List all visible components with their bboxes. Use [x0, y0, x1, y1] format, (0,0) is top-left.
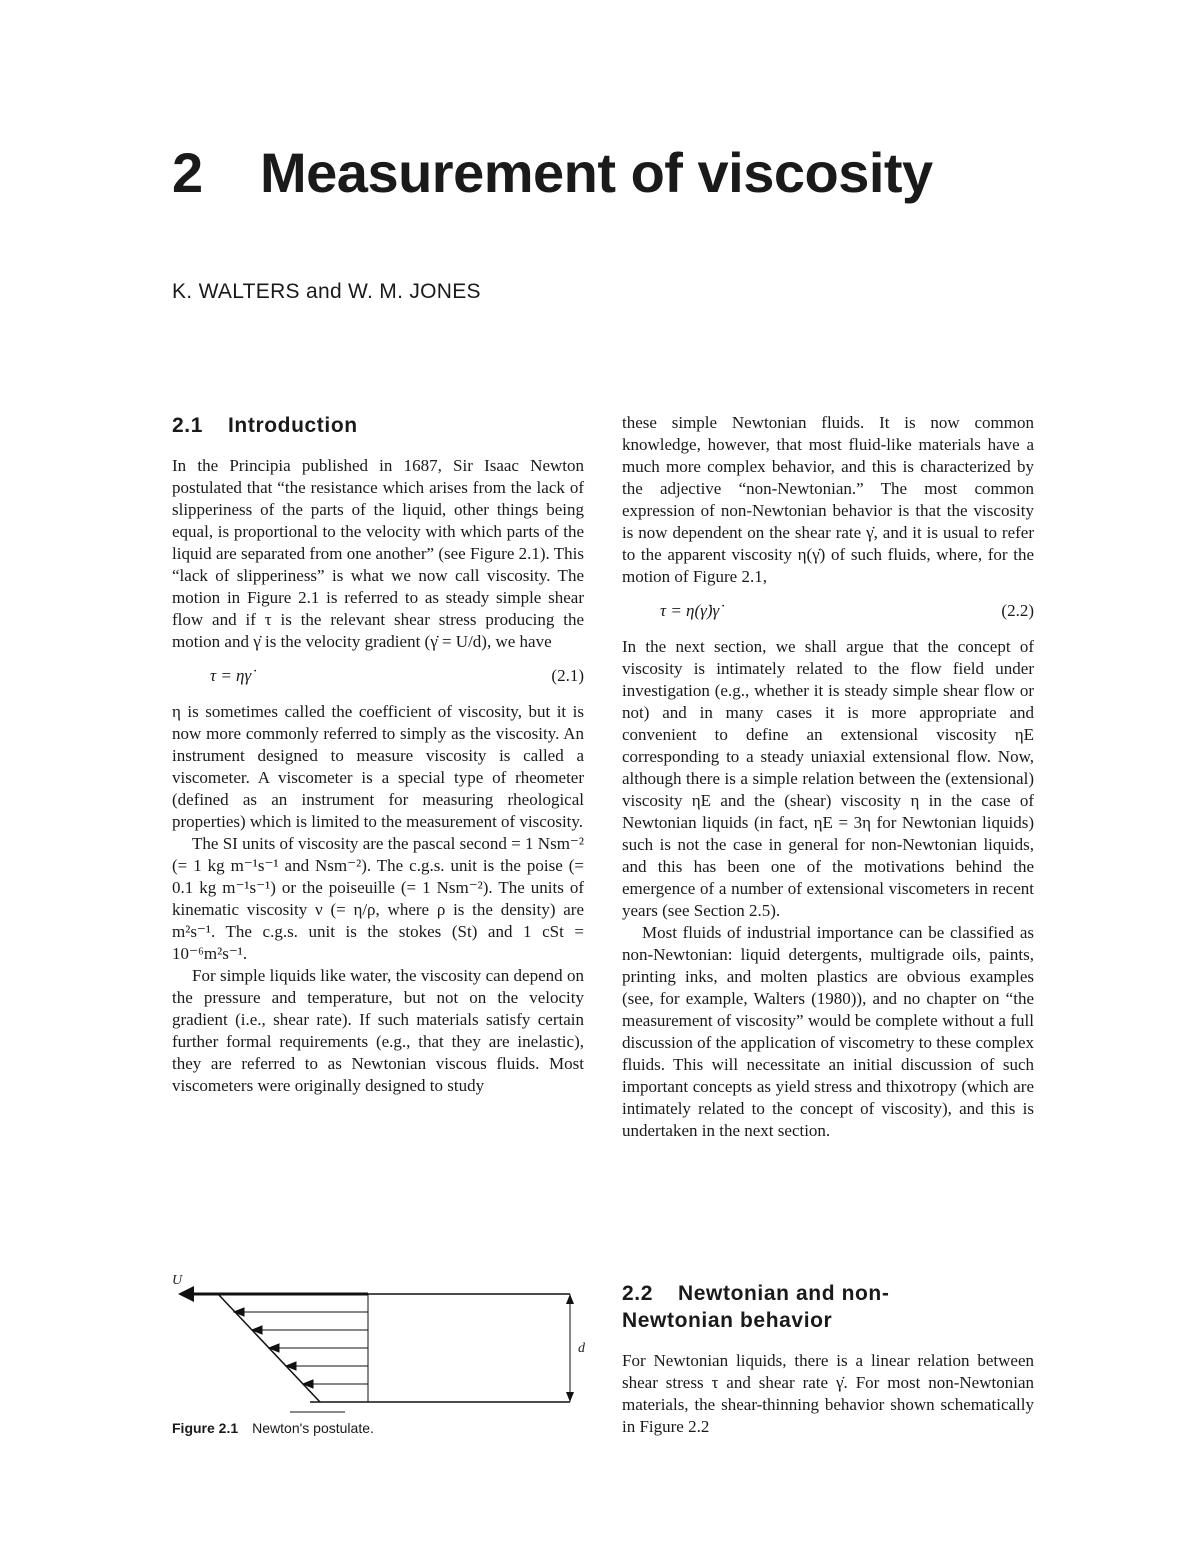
- equation-text: τ = ηγ̇: [210, 666, 252, 685]
- equation-number: (2.2): [1001, 601, 1034, 620]
- paragraph: In the next section, we shall argue that the concept of viscosity is intimately related to the flow field under investigation (e.g., whether it is steady simple shear flow or not) and in many cases it is more appropriate and convenient to define an extensional viscosity ηE corresponding to a steady uniaxial extensional flow. Now, although there is a simple relation between the (extensional) viscosity ηE and the (shear) viscosity η in the case of Newtonian liquids (in fact, ηE = 3η for Newtonian liquids) such is not the case in general for non-Newtonian liquids, and this has been one of the motivations behind the emergence of a number of extensional viscometers in recent years (see Section 2.5).: [622, 637, 1034, 920]
- figure-2-1: [170, 1270, 590, 1440]
- section-title-line-1: Newtonian and non-: [678, 1282, 890, 1305]
- section-number: 2.1: [172, 414, 203, 437]
- paragraph: Most fluids of industrial importance can be classified as non-Newtonian: liquid detergents, multigrade oils, paints, printing inks, and molten plastics are obvious examples (see, for example, Walters (1980)), and no chapter on “the measurement of viscosity” would be complete without a full discussion of the application of viscometry to these complex fluids. This will necessitate an initial discussion of such important concepts as yield stress and thixotropy (which are intimately related to the concept of viscosity), and this is undertaken in the next section.: [622, 923, 1034, 1140]
- shear-flow-diagram: [170, 1270, 590, 1420]
- section-title: Introduction: [228, 414, 358, 437]
- section-heading-2-1: [172, 412, 584, 439]
- gap-label: d: [578, 1341, 585, 1356]
- figure-label: Figure 2.1: [172, 1420, 239, 1436]
- velocity-arrows: [234, 1308, 368, 1388]
- gap-arrow-bottom: [566, 1392, 574, 1402]
- equation-2-1: [172, 665, 584, 687]
- paragraph: these simple Newtonian fluids. It is now common knowledge, however, that most fluid-like materials have a much more complex behavior, and this is characterized by the adjective “non-Newtonian.” The most common expression of non-Newtonian behavior is that the viscosity is now dependent on the shear rate γ̇, and it is usual to refer to the apparent viscosity η(γ̇) of such fluids, where, for the motion of Figure 2.1,: [622, 413, 1034, 586]
- chapter-title: [172, 140, 933, 205]
- figure-caption: [172, 1420, 374, 1436]
- equation-text: τ = η(γ̇)γ̇: [660, 601, 720, 620]
- section-title-line-2: Newtonian behavior: [622, 1309, 833, 1332]
- section-2-2: [622, 1280, 1034, 1438]
- equation-2-2: [622, 600, 1034, 622]
- paragraph: In the Principia published in 1687, Sir Isaac Newton postulated that “the resistance which arises from the lack of slipperiness of the parts of the liquid, other things being equal, is proportional to the velocity with which parts of the liquid are separated from one another” (see Figure 2.1). This “lack of slipperiness” is what we now call viscosity. The motion in Figure 2.1 is referred to as steady simple shear flow and if τ is the relevant shear stress producing the motion and γ̇ is the velocity gradient (γ̇ = U/d), we have: [172, 456, 584, 651]
- paragraph: η is sometimes called the coefficient of viscosity, but it is now more commonly referred to simply as the viscosity. An instrument designed to measure viscosity is called a viscometer. A viscometer is a special type of rheometer (defined as an instrument for measuring rheological properties) which is limited to the measurement of viscosity.: [172, 702, 584, 831]
- top-plate-arrow: [178, 1286, 194, 1302]
- authors: K. WALTERS and W. M. JONES: [172, 280, 481, 303]
- section-heading-2-2: [622, 1280, 1034, 1334]
- section-number: 2.2: [622, 1282, 653, 1305]
- paragraph: For simple liquids like water, the viscosity can depend on the pressure and temperature, but not on the velocity gradient (i.e., shear rate). If such materials satisfy certain further formal requirements (e.g., that they are inelastic), they are referred to as Newtonian viscous fluids. Most viscometers were originally designed to study: [172, 966, 584, 1095]
- right-column: [622, 412, 1034, 1142]
- chapter-title-text: Measurement of viscosity: [260, 141, 933, 204]
- figure-caption-text: Newton's postulate.: [252, 1420, 374, 1436]
- equation-number: (2.1): [551, 666, 584, 685]
- chapter-number: 2: [172, 141, 203, 204]
- paragraph: For Newtonian liquids, there is a linear relation between shear stress τ and shear rate γ̇. For most non-Newtonian materials, the shear-thinning behavior shown schematically in Figure 2.2: [622, 1351, 1034, 1436]
- left-column: [172, 412, 584, 1097]
- paragraph: The SI units of viscosity are the pascal second = 1 Nsm⁻² (= 1 kg m⁻¹s⁻¹ and Nsm⁻²). The c.g.s. unit is the poise (= 0.1 kg m⁻¹s⁻¹) or the poiseuille (= 1 Nsm⁻²). The units of kinematic viscosity ν (= η/ρ, where ρ is the density) are m²s⁻¹. The c.g.s. unit is the stokes (St) and 1 cSt = 10⁻⁶m²s⁻¹.: [172, 834, 584, 963]
- gap-arrow-top: [566, 1294, 574, 1304]
- velocity-label: U: [172, 1273, 183, 1288]
